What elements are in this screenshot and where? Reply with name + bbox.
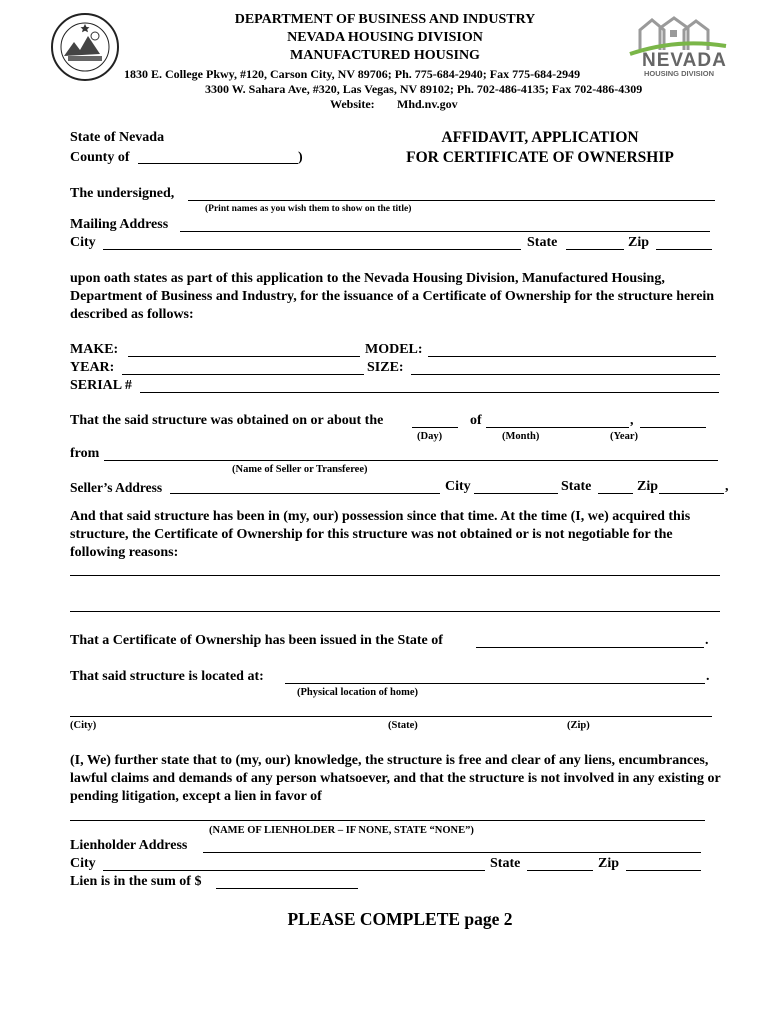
obtained-comma: , (630, 413, 634, 428)
lienholder-zip-label: Zip (598, 856, 620, 871)
from-field[interactable] (104, 460, 718, 461)
seller-trail-comma: , (725, 479, 729, 494)
housing-division-logo (622, 16, 732, 78)
header-address-carson: 1830 E. College Pkwy, #120, Carson City, NV 89706; Ph. 775-684-2940; Fax 775-684-2949 (124, 67, 581, 81)
lienholder-name-note: (NAME OF LIENHOLDER – IF NONE, STATE “NONE”) (209, 825, 474, 836)
county-close-paren: ) (298, 150, 303, 165)
header-dept: DEPARTMENT OF BUSINESS AND INDUSTRY (234, 12, 536, 27)
issued-dot: . (705, 633, 709, 648)
city-label: City (70, 235, 96, 250)
state-field[interactable] (566, 249, 624, 250)
located-field[interactable] (285, 683, 705, 684)
state-seal (50, 12, 120, 82)
state-of-nevada: State of Nevada (70, 130, 165, 145)
seller-city-label: City (445, 479, 471, 494)
month-note: (Month) (502, 431, 540, 442)
size-field[interactable] (411, 374, 720, 375)
logo-subtitle: HOUSING DIVISION (644, 69, 715, 78)
lienholder-state-label: State (490, 856, 521, 871)
seller-address-field[interactable] (170, 493, 440, 494)
header-website-label: Website: (330, 97, 375, 111)
day-note: (Day) (417, 431, 443, 442)
lienholder-address-label: Lienholder Address (70, 838, 188, 853)
form-title-line2: FOR CERTIFICATE OF OWNERSHIP (406, 149, 674, 166)
liens-paragraph: (I, We) further state that to (my, our) knowledge, the structure is free and clear of any liens, encumbrances, lawful claims and demands of any person whatsoever, and that the structure is not involved in any existing or pending litigation, except a lien in favor of (70, 753, 721, 804)
logo-word: NEVADA (642, 50, 727, 71)
zip-field[interactable] (656, 249, 712, 250)
located-dot: . (706, 669, 710, 684)
location-zip-note: (Zip) (567, 720, 590, 731)
location-state-note: (State) (388, 720, 418, 731)
seller-zip-field[interactable] (659, 493, 724, 494)
seller-state-field[interactable] (598, 493, 633, 494)
zip-label: Zip (628, 235, 650, 250)
lienholder-zip-field[interactable] (626, 870, 701, 871)
issued-label: That a Certificate of Ownership has been issued in the State of (70, 633, 443, 648)
undersigned-field[interactable] (188, 200, 715, 201)
make-field[interactable] (128, 356, 360, 357)
seller-zip-label: Zip (637, 479, 659, 494)
size-label: SIZE: (367, 360, 404, 375)
physical-location-note: (Physical location of home) (297, 687, 419, 698)
header-section: MANUFACTURED HOUSING (290, 48, 480, 63)
location-city-note: (City) (70, 720, 97, 731)
seller-name-note: (Name of Seller or Transferee) (232, 464, 368, 475)
make-label: MAKE: (70, 342, 119, 357)
obtained-month-field[interactable] (486, 427, 629, 428)
complete-page-2-note: PLEASE COMPLETE page 2 (287, 909, 513, 929)
obtained-label: That the said structure was obtained on or about the (70, 413, 384, 428)
location-city-state-zip-line[interactable] (70, 716, 712, 717)
seller-city-field[interactable] (474, 493, 558, 494)
seller-address-label: Seller’s Address (70, 480, 163, 495)
mailing-address-field[interactable] (180, 231, 710, 232)
model-field[interactable] (428, 356, 716, 357)
model-label: MODEL: (365, 342, 423, 357)
located-label: That said structure is located at: (70, 669, 264, 684)
issued-state-field[interactable] (476, 647, 704, 648)
lienholder-state-field[interactable] (527, 870, 593, 871)
header-website: Mhd.nv.gov (397, 97, 458, 111)
county-field[interactable] (138, 163, 298, 164)
serial-label: SERIAL # (70, 378, 132, 393)
lienholder-address-field[interactable] (203, 852, 701, 853)
oath-paragraph: upon oath states as part of this application to the Nevada Housing Division, Manufactured Housing, Department of Business and Industry, for the issuance of a Certificate of Ownership for the structure herein described as follows: (70, 271, 715, 322)
county-label: County of (70, 150, 130, 165)
obtained-day-field[interactable] (412, 427, 458, 428)
from-label: from (70, 446, 100, 461)
lienholder-city-label: City (70, 856, 96, 871)
obtained-of: of (470, 413, 482, 428)
year-label: YEAR: (70, 360, 115, 375)
city-field[interactable] (103, 249, 521, 250)
mailing-address-label: Mailing Address (70, 217, 169, 232)
print-names-note: (Print names as you wish them to show on the title) (205, 204, 412, 214)
reasons-line-2[interactable] (70, 611, 720, 612)
possession-paragraph: And that said structure has been in (my, our) possession since that time. At the time (I, we) acquired this structure, the Certificate of Ownership for this structure was not obtained or is not negotiable for the following reasons: (70, 509, 691, 560)
serial-field[interactable] (140, 392, 719, 393)
lienholder-city-field[interactable] (103, 870, 485, 871)
obtained-year-field[interactable] (640, 427, 706, 428)
year-field[interactable] (122, 374, 364, 375)
lienholder-name-field[interactable] (70, 820, 705, 821)
undersigned-label: The undersigned, (70, 186, 175, 201)
lien-sum-field[interactable] (216, 888, 358, 889)
header-division: NEVADA HOUSING DIVISION (287, 30, 483, 45)
seller-state-label: State (561, 479, 592, 494)
form-title-line1: AFFIDAVIT, APPLICATION (441, 129, 639, 146)
header-address-lasvegas: 3300 W. Sahara Ave, #320, Las Vegas, NV 89102; Ph. 702-486-4135; Fax 702-486-4309 (205, 82, 643, 96)
lien-sum-label: Lien is in the sum of $ (70, 874, 202, 889)
state-label: State (527, 235, 558, 250)
year-note: (Year) (610, 431, 638, 442)
reasons-line-1[interactable] (70, 575, 720, 576)
